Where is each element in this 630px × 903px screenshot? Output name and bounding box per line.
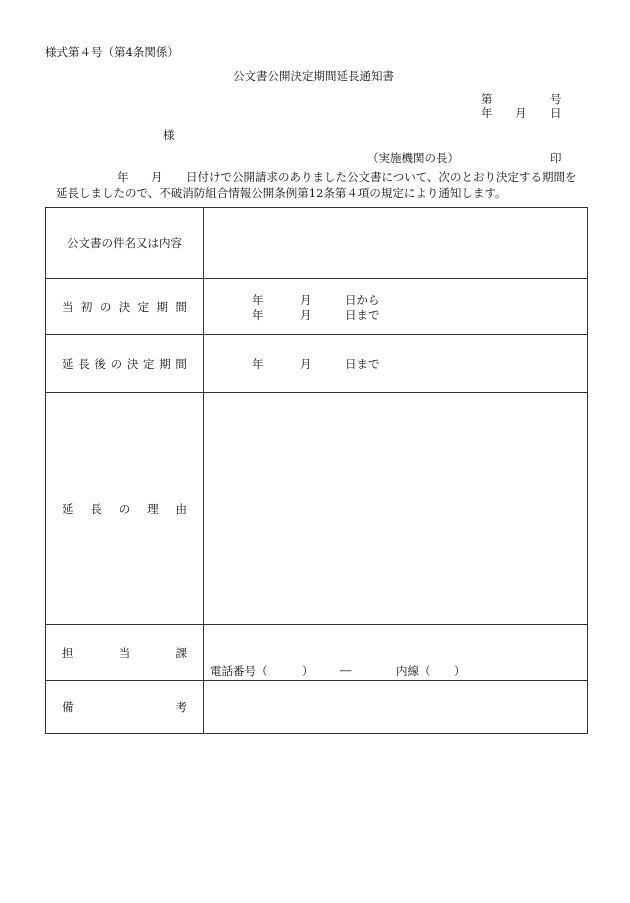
phone-dash: ― [340,663,352,677]
value-initial-period[interactable] [204,279,588,335]
extension-close: ） [454,664,466,678]
initial-from-month: 月 [300,293,312,307]
phone-label: 電話番号（ [210,664,268,678]
row-remarks [46,681,588,734]
seal-mark: 印 [550,151,562,165]
initial-to-month: 月 [300,308,312,322]
value-subject[interactable] [204,208,588,279]
label-remarks-text: 備 考 [62,700,187,714]
document-title: 公文書公開決定期間延長通知書 [233,69,394,83]
label-remarks [46,681,204,734]
phone-close: ） [302,664,314,678]
label-department-text: 担 当 課 [62,645,187,660]
row-extended-period [46,335,588,393]
label-extended-period [46,335,204,393]
doc-number-suffix: 号 [550,92,562,106]
value-remarks[interactable] [204,681,588,734]
form-number: 様式第４号（第4条関係） [45,45,179,59]
initial-to-day: 日まで [345,308,380,322]
label-initial-period-text: 当 初 の 決 定 期 間 [62,299,187,314]
doc-date-year: 年 [481,106,493,120]
label-extended-period-text: 延 長 後 の 決 定 期 間 [62,356,187,371]
intro-line2: 延長しましたので、不破消防組合情報公開条例第12条第４項の規定により通知します。 [56,186,507,200]
intro-month: 月 [151,170,163,184]
extended-year: 年 [252,357,264,371]
notice-table [45,207,588,734]
intro-year: 年 [117,170,129,184]
row-department [46,625,588,681]
addressee-honorific: 様 [163,128,175,142]
initial-to-year: 年 [252,308,264,322]
row-subject [46,208,588,279]
initial-from-year: 年 [252,293,264,307]
extended-month: 月 [300,357,312,371]
intro-line1: 日付けで公開請求のありました公文書について、次のとおり決定する期間を [186,170,577,184]
issuer: （実施機関の長） [367,151,459,165]
label-reason [46,393,204,625]
value-department[interactable] [204,625,588,681]
doc-number-prefix: 第 [481,92,493,106]
extension-label: 内線（ [396,664,431,678]
label-subject [46,208,204,279]
initial-from-day: 日から [345,293,380,307]
row-reason [46,393,588,625]
value-extended-period[interactable] [204,335,588,393]
label-department [46,625,204,681]
doc-date-day: 日 [550,106,562,120]
extended-day: 日まで [345,357,380,371]
doc-date-month: 月 [515,106,527,120]
label-initial-period [46,279,204,335]
value-reason[interactable] [204,393,588,625]
row-initial-period [46,279,588,335]
label-reason-text: 延 長 の 理 由 [62,501,187,516]
label-subject-text: 公文書の件名又は内容 [67,236,182,250]
